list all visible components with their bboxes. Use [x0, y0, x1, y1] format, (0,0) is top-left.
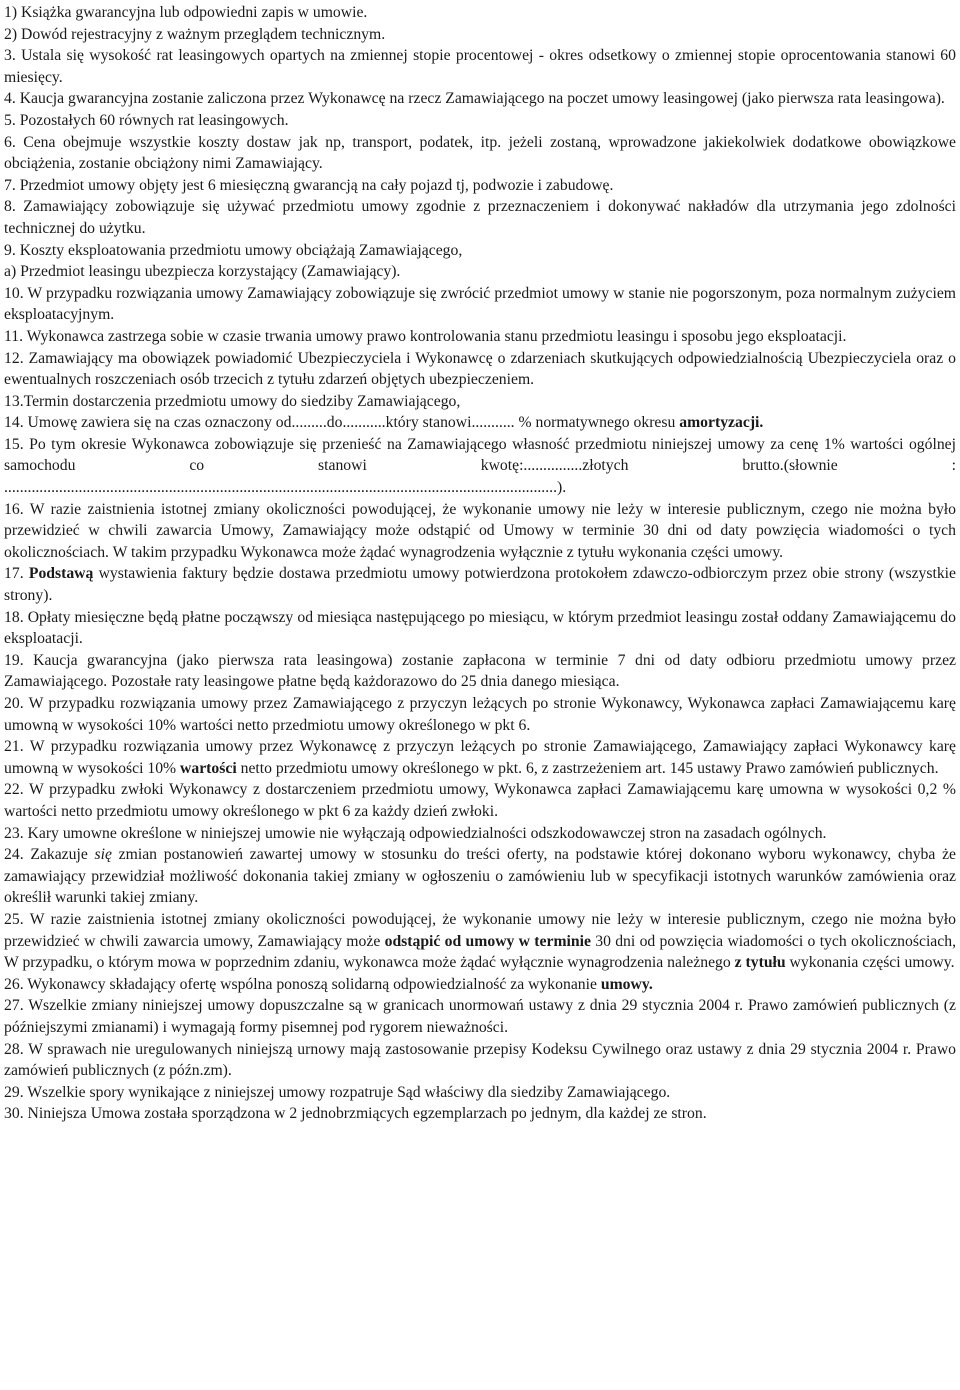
clause-paragraph [4, 499, 956, 564]
clause-text: 19. Kaucja gwarancyjna (jako pierwsza rata leasingowa) zostanie zapłacona w terminie 7 dni od daty odbioru przedmiotu umowy przez Zamawiającego. Pozostałe raty leasingowe płatne będą każdorazowo do 25 dnia danego miesiąca. [4, 651, 956, 691]
clause-paragraph [4, 909, 956, 974]
clause-text: 6. Cena obejmuje wszystkie koszty dostaw jak np, transport, podatek, itp. jeżeli zostaną, wprowadzone jakiekolwiek dodatkowe obowiązkowe obciążenia, zostanie obciążony nimi Zamawiający. [4, 133, 956, 173]
italic-text: się [94, 846, 112, 864]
bold-text: amortyzacji. [679, 414, 764, 432]
clause-paragraph [4, 823, 956, 845]
clause-paragraph [4, 175, 956, 197]
clause-paragraph [4, 283, 956, 326]
clause-paragraph [4, 261, 956, 283]
clause-text: 25. W razie zaistnienia istotnej zmiany okoliczności powodującej, że wykonanie umowy nie leży w interesie publicznym, czego nie można było przewidzieć w chwili zawarcia umowy, Zamawiający może [4, 910, 956, 950]
clause-text: 16. W razie zaistnienia istotnej zmiany okoliczności powodującej, że wykonanie umowy nie leży w interesie publicznym, czego nie można było przewidzieć w chwili zawarcia Umowy, Zamawiający może odstąpić od Umowy w terminie 30 dni od daty powzięcia wiadomości o tych okolicznościach. W takim przypadku Wykonawca może żądać wynagrodzenia wyłącznie z tytułu wykonania części umowy. [4, 500, 956, 561]
clause-text: a) Przedmiot leasingu ubezpiecza korzystający (Zamawiający). [4, 263, 401, 281]
clause-text: 7. Przedmiot umowy objęty jest 6 miesięczną gwarancją na cały pojazd tj, podwozie i zabudowę. [4, 176, 614, 194]
bold-text: umowy. [600, 975, 653, 993]
clause-text: 24. Zakazuje [4, 846, 95, 864]
clause-paragraph [4, 110, 956, 132]
clause-paragraph [4, 1103, 956, 1125]
clause-text: netto przedmiotu umowy określonego w pkt. 6, z zastrzeżeniem art. 145 ustawy Prawo zamówień publicznych. [236, 759, 939, 777]
clause-text: wystawienia faktury będzie dostawa przedmiotu umowy potwierdzona protokołem zdawczo-odbiorczym przez obie strony (wszystkie strony). [4, 565, 956, 605]
clause-text: 18. Opłaty miesięczne będą płatne począwszy od miesiąca następującego po miesiącu, w którym przedmiot leasingu został oddany Zamawiającemu do eksploatacji. [4, 608, 956, 648]
clause-paragraph [4, 326, 956, 348]
clause-paragraph [4, 779, 956, 822]
clause-paragraph [4, 736, 956, 779]
clause-paragraph [4, 24, 956, 46]
clause-text: 29. Wszelkie spory wynikające z niniejszej umowy rozpatruje Sąd właściwy dla siedziby Zamawiającego. [4, 1083, 671, 1101]
clause-text: 9. Koszty eksploatowania przedmiotu umowy obciążają Zamawiającego, [4, 241, 463, 259]
bold-text: z tytułu [734, 954, 786, 972]
clause-paragraph [4, 1082, 956, 1104]
clause-paragraph [4, 434, 956, 499]
clause-paragraph [4, 974, 956, 996]
clause-text: 30. Niniejsza Umowa została sporządzona w 2 jednobrzmiących egzemplarzach po jednym, dla każdej ze stron. [4, 1105, 707, 1123]
clause-text: 10. W przypadku rozwiązania umowy Zamawiający zobowiązuje się zwrócić przedmiot umowy w stanie nie pogorszonym, poza normalnym zużyciem eksploatacyjnym. [4, 284, 956, 324]
clause-paragraph [4, 2, 956, 24]
clause-text: 3. Ustala się wysokość rat leasingowych opartych na zmiennej stopie procentowej - okres odsetkowy o zmiennej stopie oprocentowania stanowi 60 miesięcy. [4, 47, 956, 86]
clause-text: 30 dni od powzięcia wiadomości o tych okolicznościach, W przypadku, o którym mowa w poprzednim zdaniu, wykonawca może żądać wyłącznie wynagrodzenia należnego [4, 932, 956, 972]
clause-paragraph [4, 607, 956, 650]
clause-text: 8. Zamawiający zobowiązuje się używać przedmiotu umowy zgodnie z przeznaczeniem i dokonywać nakładów dla utrzymania jego zdolności technicznej do użytku. [4, 198, 956, 237]
clause-paragraph [4, 995, 956, 1038]
clause-paragraph [4, 391, 956, 413]
clause-text: 13.Termin dostarczenia przedmiotu umowy do siedziby Zamawiającego, [4, 392, 461, 410]
clause-text: 12. Zamawiający ma obowiązek powiadomić Ubezpieczyciela i Wykonawcę o zdarzeniach skutkujących odpowiedzialnością Ubezpieczyciela oraz o ewentualnych roszczeniach osób trzecich z tytułu zdarzeń objętych ubezpieczeniem. [4, 349, 956, 389]
clause-text: zmian postanowień zawartej umowy w stosunku do treści oferty, na podstawie której dokonano wyboru wykonawcy, chyba że zamawiający przewidział możliwość dokonania takiej zmiany w ogłoszeniu o zamówieniu lub w specyfikacji istotnych warunków zamówienia oraz określił warunki takiej zmiany. [4, 846, 956, 907]
clause-paragraph [4, 650, 956, 693]
clause-text: 1) Książka gwarancyjna lub odpowiedni zapis w umowie. [4, 4, 368, 21]
clause-paragraph [4, 348, 956, 391]
clause-paragraph [4, 563, 956, 606]
clause-paragraph [4, 45, 956, 88]
clause-text: 21. W przypadku rozwiązania umowy przez Wykonawcę z przyczyn leżących po stronie Zamawiającego, Zamawiający zapłaci Wykonawcy karę umowną w wysokości 10% [4, 738, 956, 777]
clause-text: 4. Kaucja gwarancyjna zostanie zaliczona przez Wykonawcę na rzecz Zamawiającego na poczet umowy leasingowej (jako pierwsza rata leasingowa). [4, 90, 945, 108]
clause-paragraph [4, 1039, 956, 1082]
clause-paragraph [4, 693, 956, 736]
clause-text: 26. Wykonawcy składający ofertę wspólna ponoszą solidarną odpowiedzialność za wykonanie [4, 975, 601, 993]
bold-text: wartości [180, 759, 237, 777]
clause-text: 22. W przypadku zwłoki Wykonawcy z dostarczeniem przedmiotu umowy, Wykonawca zapłaci Zamawiającemu karę umowna w wysokości 0,2 % wartości netto przedmiotu umowy określonego w pkt 6 za każdy dzień zwłoki. [4, 781, 956, 820]
clause-paragraph [4, 240, 956, 262]
bold-text: odstąpić od umowy w terminie [384, 932, 591, 950]
clause-text: 20. W przypadku rozwiązania umowy przez Zamawiającego z przyczyn leżących po stronie Wykonawcy, Wykonawca zapłaci Zamawiającemu karę umowną w wysokości 10% wartości netto przedmiotu umowy określonego w pkt 6. [4, 695, 956, 734]
clause-text: 5. Pozostałych 60 równych rat leasingowych. [4, 111, 289, 129]
clause-text: 28. W sprawach nie uregulowanych niniejszą urnowy mają zastosowanie przepisy Kodeksu Cywilnego oraz ustawy z dnia 29 stycznia 2004 r. Prawo zamówień publicznych (z późn.zm). [4, 1040, 956, 1080]
clause-paragraph [4, 844, 956, 909]
clause-text: 14. Umowę zawiera się na czas oznaczony od.........do...........który stanowi........... % normatywnego okresu [4, 414, 680, 432]
bold-text: Podstawą [28, 565, 94, 583]
clause-text: 23. Kary umowne określone w niniejszej umowie nie wyłączają odpowiedzialności odszkodowawczej stron na zasadach ogólnych. [4, 824, 827, 842]
clause-paragraph [4, 88, 956, 110]
clause-paragraph [4, 412, 956, 434]
clause-paragraph [4, 132, 956, 175]
clause-text: 15. Po tym okresie Wykonawca zobowiązuje się przenieść na Zamawiającego własność przedmiotu niniejszej umowy za cenę 1% wartości ogólnej samochodu co stanowi kwotę:...............złotych brutto.(słownie : .............................................................................................................................................). [4, 435, 956, 497]
clause-text: 11. Wykonawca zastrzega sobie w czasie trwania umowy prawo kontrolowania stanu przedmiotu leasingu i sposobu jego eksploatacji. [4, 327, 847, 345]
clause-text: wykonania części umowy. [785, 954, 955, 972]
clause-text: 2) Dowód rejestracyjny z ważnym przeglądem technicznym. [4, 25, 386, 43]
clause-text: 17. [4, 565, 29, 583]
clause-paragraph [4, 196, 956, 239]
clause-text: 27. Wszelkie zmiany niniejszej umowy dopuszczalne są w granicach unormowań ustawy z dnia 29 stycznia 2004 r. Prawo zamówień publicznych (z późniejszymi zmianami) i wymagają formy pisemnej pod rygorem nieważności. [4, 997, 956, 1036]
